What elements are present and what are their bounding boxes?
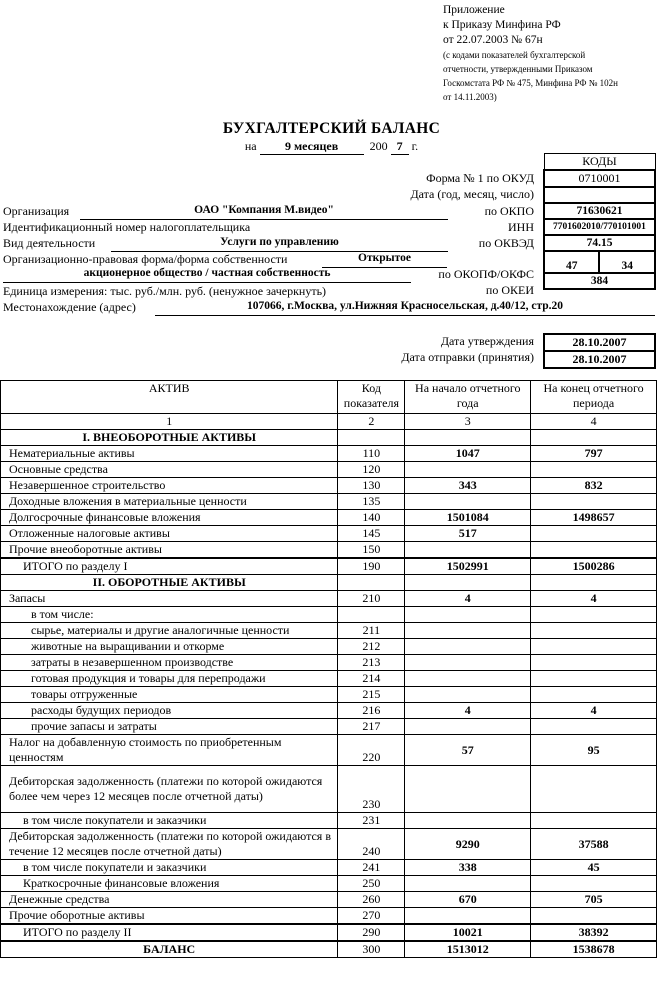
row-start-value: 1047 xyxy=(405,446,531,462)
table-row xyxy=(1,892,657,908)
row-code: 270 xyxy=(338,908,405,925)
row-label: товары отгруженные xyxy=(1,687,338,703)
page-title: БУХГАЛТЕРСКИЙ БАЛАНС xyxy=(222,120,441,137)
row-end-value xyxy=(531,687,657,703)
header-start: На начало отчетного года xyxy=(405,381,531,414)
header-code: Код показателя xyxy=(338,381,405,414)
address-value: 107066, г.Москва, ул.Нижняя Красносельская, д.40/12, стр.20 xyxy=(155,300,655,316)
appendix-note-line: (с кодами показателей бухгалтерской xyxy=(443,50,586,60)
appendix-line: от 22.07.2003 № 67н xyxy=(443,34,543,46)
row-end-value xyxy=(531,623,657,639)
period-prefix: на xyxy=(244,139,257,153)
col-number: 1 xyxy=(1,414,338,430)
okopf-code: 47 xyxy=(544,251,599,273)
row-start-value xyxy=(405,607,531,623)
okei-code: 384 xyxy=(544,273,655,289)
row-end-value: 1500286 xyxy=(531,558,657,575)
row-end-value: 797 xyxy=(531,446,657,462)
table-row xyxy=(1,655,657,671)
table-row xyxy=(1,446,657,462)
row-start-value: 9290 xyxy=(405,829,531,860)
table-row xyxy=(1,462,657,478)
approval-label: Дата утверждения xyxy=(440,334,534,348)
row-label: Краткосрочные финансовые вложения xyxy=(1,876,338,892)
col-number: 3 xyxy=(405,414,531,430)
year-prefix: 200 xyxy=(369,139,388,153)
row-code: 135 xyxy=(338,494,405,510)
row-code: 300 xyxy=(338,941,405,958)
sent-date: 28.10.2007 xyxy=(544,351,655,368)
table-row xyxy=(1,829,657,860)
row-code xyxy=(338,607,405,623)
row-start-value: 343 xyxy=(405,478,531,494)
row-label: Дебиторская задолженность (платежи по которой ожидаются в течение 12 месяцев после отчетной даты) xyxy=(1,829,338,860)
row-label: животные на выращивании и откорме xyxy=(1,639,338,655)
table-row xyxy=(1,687,657,703)
row-label: в том числе: xyxy=(1,607,338,623)
row-end-value: 705 xyxy=(531,892,657,908)
okpo-label: по ОКПО xyxy=(484,204,534,218)
row-start-value xyxy=(405,719,531,735)
appendix-note-line: отчетности, утвержденными Приказом xyxy=(443,64,593,74)
appendix-note xyxy=(443,3,618,104)
table-row xyxy=(1,703,657,719)
row-start-value: 4 xyxy=(405,591,531,607)
row-start-value xyxy=(405,462,531,478)
row-code: 250 xyxy=(338,876,405,892)
row-label: Денежные средства xyxy=(1,892,338,908)
row-code: 217 xyxy=(338,719,405,735)
row-end-value xyxy=(531,671,657,687)
table-row xyxy=(1,558,657,575)
row-end-value xyxy=(531,813,657,829)
table-row xyxy=(1,478,657,494)
okved-code: 74.15 xyxy=(544,235,655,251)
legal-form-value-2: акционерное общество / частная собственность xyxy=(3,267,411,283)
section-title: II. ОБОРОТНЫЕ АКТИВЫ xyxy=(1,575,338,591)
row-start-value xyxy=(405,876,531,892)
row-code: 130 xyxy=(338,478,405,494)
row-end-value: 4 xyxy=(531,591,657,607)
inn-label: ИНН xyxy=(508,220,534,234)
activity-label: Вид деятельности xyxy=(3,236,96,250)
codes-table xyxy=(543,153,656,290)
row-start-value xyxy=(405,639,531,655)
row-end-value xyxy=(531,766,657,813)
row-label: Нематериальные активы xyxy=(1,446,338,462)
row-end-value xyxy=(531,876,657,892)
row-start-value xyxy=(405,542,531,559)
row-label: БАЛАНС xyxy=(1,941,338,958)
row-code: 220 xyxy=(338,735,405,766)
date-code xyxy=(544,187,655,203)
table-row xyxy=(1,876,657,892)
row-end-value: 1498657 xyxy=(531,510,657,526)
appendix-line: Приложение xyxy=(443,4,505,16)
row-code: 110 xyxy=(338,446,405,462)
row-code: 190 xyxy=(338,558,405,575)
row-label: готовая продукция и товары для перепродажи xyxy=(1,671,338,687)
row-label: затраты в незавершенном производстве xyxy=(1,655,338,671)
row-end-value xyxy=(531,494,657,510)
row-end-value: 38392 xyxy=(531,924,657,941)
row-start-value xyxy=(405,766,531,813)
inn-field-label: Идентификационный номер налогоплательщика xyxy=(3,220,251,234)
row-end-value: 45 xyxy=(531,860,657,876)
row-label: Основные средства xyxy=(1,462,338,478)
row-start-value xyxy=(405,687,531,703)
row-code: 240 xyxy=(338,829,405,860)
row-code: 211 xyxy=(338,623,405,639)
legal-form-value: Открытое xyxy=(322,252,447,268)
appendix-note-line: от 14.11.2003) xyxy=(443,92,497,102)
row-start-value: 1502991 xyxy=(405,558,531,575)
table-row xyxy=(1,607,657,623)
row-label: Прочие оборотные активы xyxy=(1,908,338,925)
row-code: 120 xyxy=(338,462,405,478)
row-end-value xyxy=(531,639,657,655)
appendix-note-line: Госкомстата РФ № 475, Минфина РФ № 102н xyxy=(443,78,618,88)
okud-label: Форма № 1 по ОКУД xyxy=(426,171,534,185)
row-label: ИТОГО по разделу I xyxy=(1,558,338,575)
col-number: 2 xyxy=(338,414,405,430)
sent-label: Дата отправки (принятия) xyxy=(401,350,534,364)
row-end-value xyxy=(531,908,657,925)
row-end-value: 37588 xyxy=(531,829,657,860)
column-numbers xyxy=(1,414,657,430)
unit-label: Единица измерения: тыс. руб./млн. руб. (ненужное зачеркнуть) xyxy=(3,284,327,298)
year-value: 7 xyxy=(391,139,409,155)
row-code: 150 xyxy=(338,542,405,559)
table-row xyxy=(1,908,657,925)
row-label: Налог на добавленную стоимость по приобретенным ценностям xyxy=(1,735,338,766)
row-label: Дебиторская задолженность (платежи по которой ожидаются более чем через 12 месяцев после отчетной даты) xyxy=(1,766,338,813)
row-start-value xyxy=(405,494,531,510)
row-code: 230 xyxy=(338,766,405,813)
section-header xyxy=(1,430,657,446)
okpo-code: 71630621 xyxy=(544,203,655,219)
row-end-value xyxy=(531,542,657,559)
row-start-value: 670 xyxy=(405,892,531,908)
table-row xyxy=(1,542,657,559)
row-label: сырье, материалы и другие аналогичные ценности xyxy=(1,623,338,639)
row-start-value xyxy=(405,813,531,829)
table-row xyxy=(1,735,657,766)
okopf-label: по ОКОПФ/ОКФС xyxy=(438,267,534,281)
org-label: Организация xyxy=(3,204,70,218)
table-row xyxy=(1,494,657,510)
table-row xyxy=(1,639,657,655)
row-end-value: 4 xyxy=(531,703,657,719)
codes-header: КОДЫ xyxy=(544,154,655,171)
table-row xyxy=(1,671,657,687)
table-row xyxy=(1,941,657,958)
row-label: в том числе покупатели и заказчики xyxy=(1,860,338,876)
table-row xyxy=(1,766,657,813)
header-asset: АКТИВ xyxy=(1,381,338,414)
appendix-line: к Приказу Минфина РФ xyxy=(443,19,561,31)
row-code: 210 xyxy=(338,591,405,607)
date-label: Дата (год, месяц, число) xyxy=(410,187,534,201)
okei-label: по ОКЕИ xyxy=(485,283,534,297)
row-code: 231 xyxy=(338,813,405,829)
okved-label: по ОКВЭД xyxy=(478,236,534,250)
row-code: 215 xyxy=(338,687,405,703)
row-code: 140 xyxy=(338,510,405,526)
dates-table xyxy=(543,333,656,369)
row-start-value xyxy=(405,655,531,671)
row-code: 260 xyxy=(338,892,405,908)
row-label: Запасы xyxy=(1,591,338,607)
row-end-value: 832 xyxy=(531,478,657,494)
header-end: На конец отчетного периода xyxy=(531,381,657,414)
row-label: в том числе покупатели и заказчики xyxy=(1,813,338,829)
row-code: 241 xyxy=(338,860,405,876)
row-start-value: 517 xyxy=(405,526,531,542)
row-code: 145 xyxy=(338,526,405,542)
activity-value: Услуги по управлению xyxy=(111,236,448,252)
balance-table xyxy=(0,380,657,958)
row-end-value xyxy=(531,526,657,542)
row-start-value: 1513012 xyxy=(405,941,531,958)
table-header xyxy=(1,381,657,414)
table-row xyxy=(1,924,657,941)
okfs-code: 34 xyxy=(599,251,655,273)
row-end-value xyxy=(531,719,657,735)
row-start-value: 338 xyxy=(405,860,531,876)
row-end-value: 95 xyxy=(531,735,657,766)
row-end-value: 1538678 xyxy=(531,941,657,958)
table-row xyxy=(1,510,657,526)
row-code: 213 xyxy=(338,655,405,671)
section-title: I. ВНЕОБОРОТНЫЕ АКТИВЫ xyxy=(1,430,338,446)
table-row xyxy=(1,860,657,876)
row-start-value: 10021 xyxy=(405,924,531,941)
table-row xyxy=(1,591,657,607)
row-start-value: 57 xyxy=(405,735,531,766)
row-label: Долгосрочные финансовые вложения xyxy=(1,510,338,526)
row-start-value: 4 xyxy=(405,703,531,719)
row-code: 216 xyxy=(338,703,405,719)
table-row xyxy=(1,623,657,639)
table-row xyxy=(1,813,657,829)
row-end-value xyxy=(531,462,657,478)
period-suffix: г. xyxy=(411,139,419,153)
address-label: Местонахождение (адрес) xyxy=(3,300,136,314)
okud-code: 0710001 xyxy=(544,170,655,187)
row-code: 212 xyxy=(338,639,405,655)
row-code: 214 xyxy=(338,671,405,687)
section-header xyxy=(1,575,657,591)
row-label: прочие запасы и затраты xyxy=(1,719,338,735)
row-label: Отложенные налоговые активы xyxy=(1,526,338,542)
row-start-value xyxy=(405,623,531,639)
table-row xyxy=(1,719,657,735)
table-row xyxy=(1,526,657,542)
row-start-value xyxy=(405,908,531,925)
section-2-rows xyxy=(1,591,657,958)
row-start-value: 1501084 xyxy=(405,510,531,526)
row-label: Доходные вложения в материальные ценности xyxy=(1,494,338,510)
row-label: Незавершенное строительство xyxy=(1,478,338,494)
legal-form-label: Организационно-правовая форма/форма собственности xyxy=(3,252,288,266)
row-end-value xyxy=(531,655,657,671)
section-1-rows xyxy=(1,446,657,575)
row-code: 290 xyxy=(338,924,405,941)
row-start-value xyxy=(405,671,531,687)
row-label: Прочие внеоборотные активы xyxy=(1,542,338,559)
row-label: ИТОГО по разделу II xyxy=(1,924,338,941)
row-label: расходы будущих периодов xyxy=(1,703,338,719)
org-value: ОАО "Компания М.видео" xyxy=(80,204,448,220)
row-end-value xyxy=(531,607,657,623)
period-value: 9 месяцев xyxy=(260,139,364,155)
col-number: 4 xyxy=(531,414,657,430)
approval-date: 28.10.2007 xyxy=(544,334,655,351)
inn-code: 7701602010/770101001 xyxy=(544,219,655,235)
